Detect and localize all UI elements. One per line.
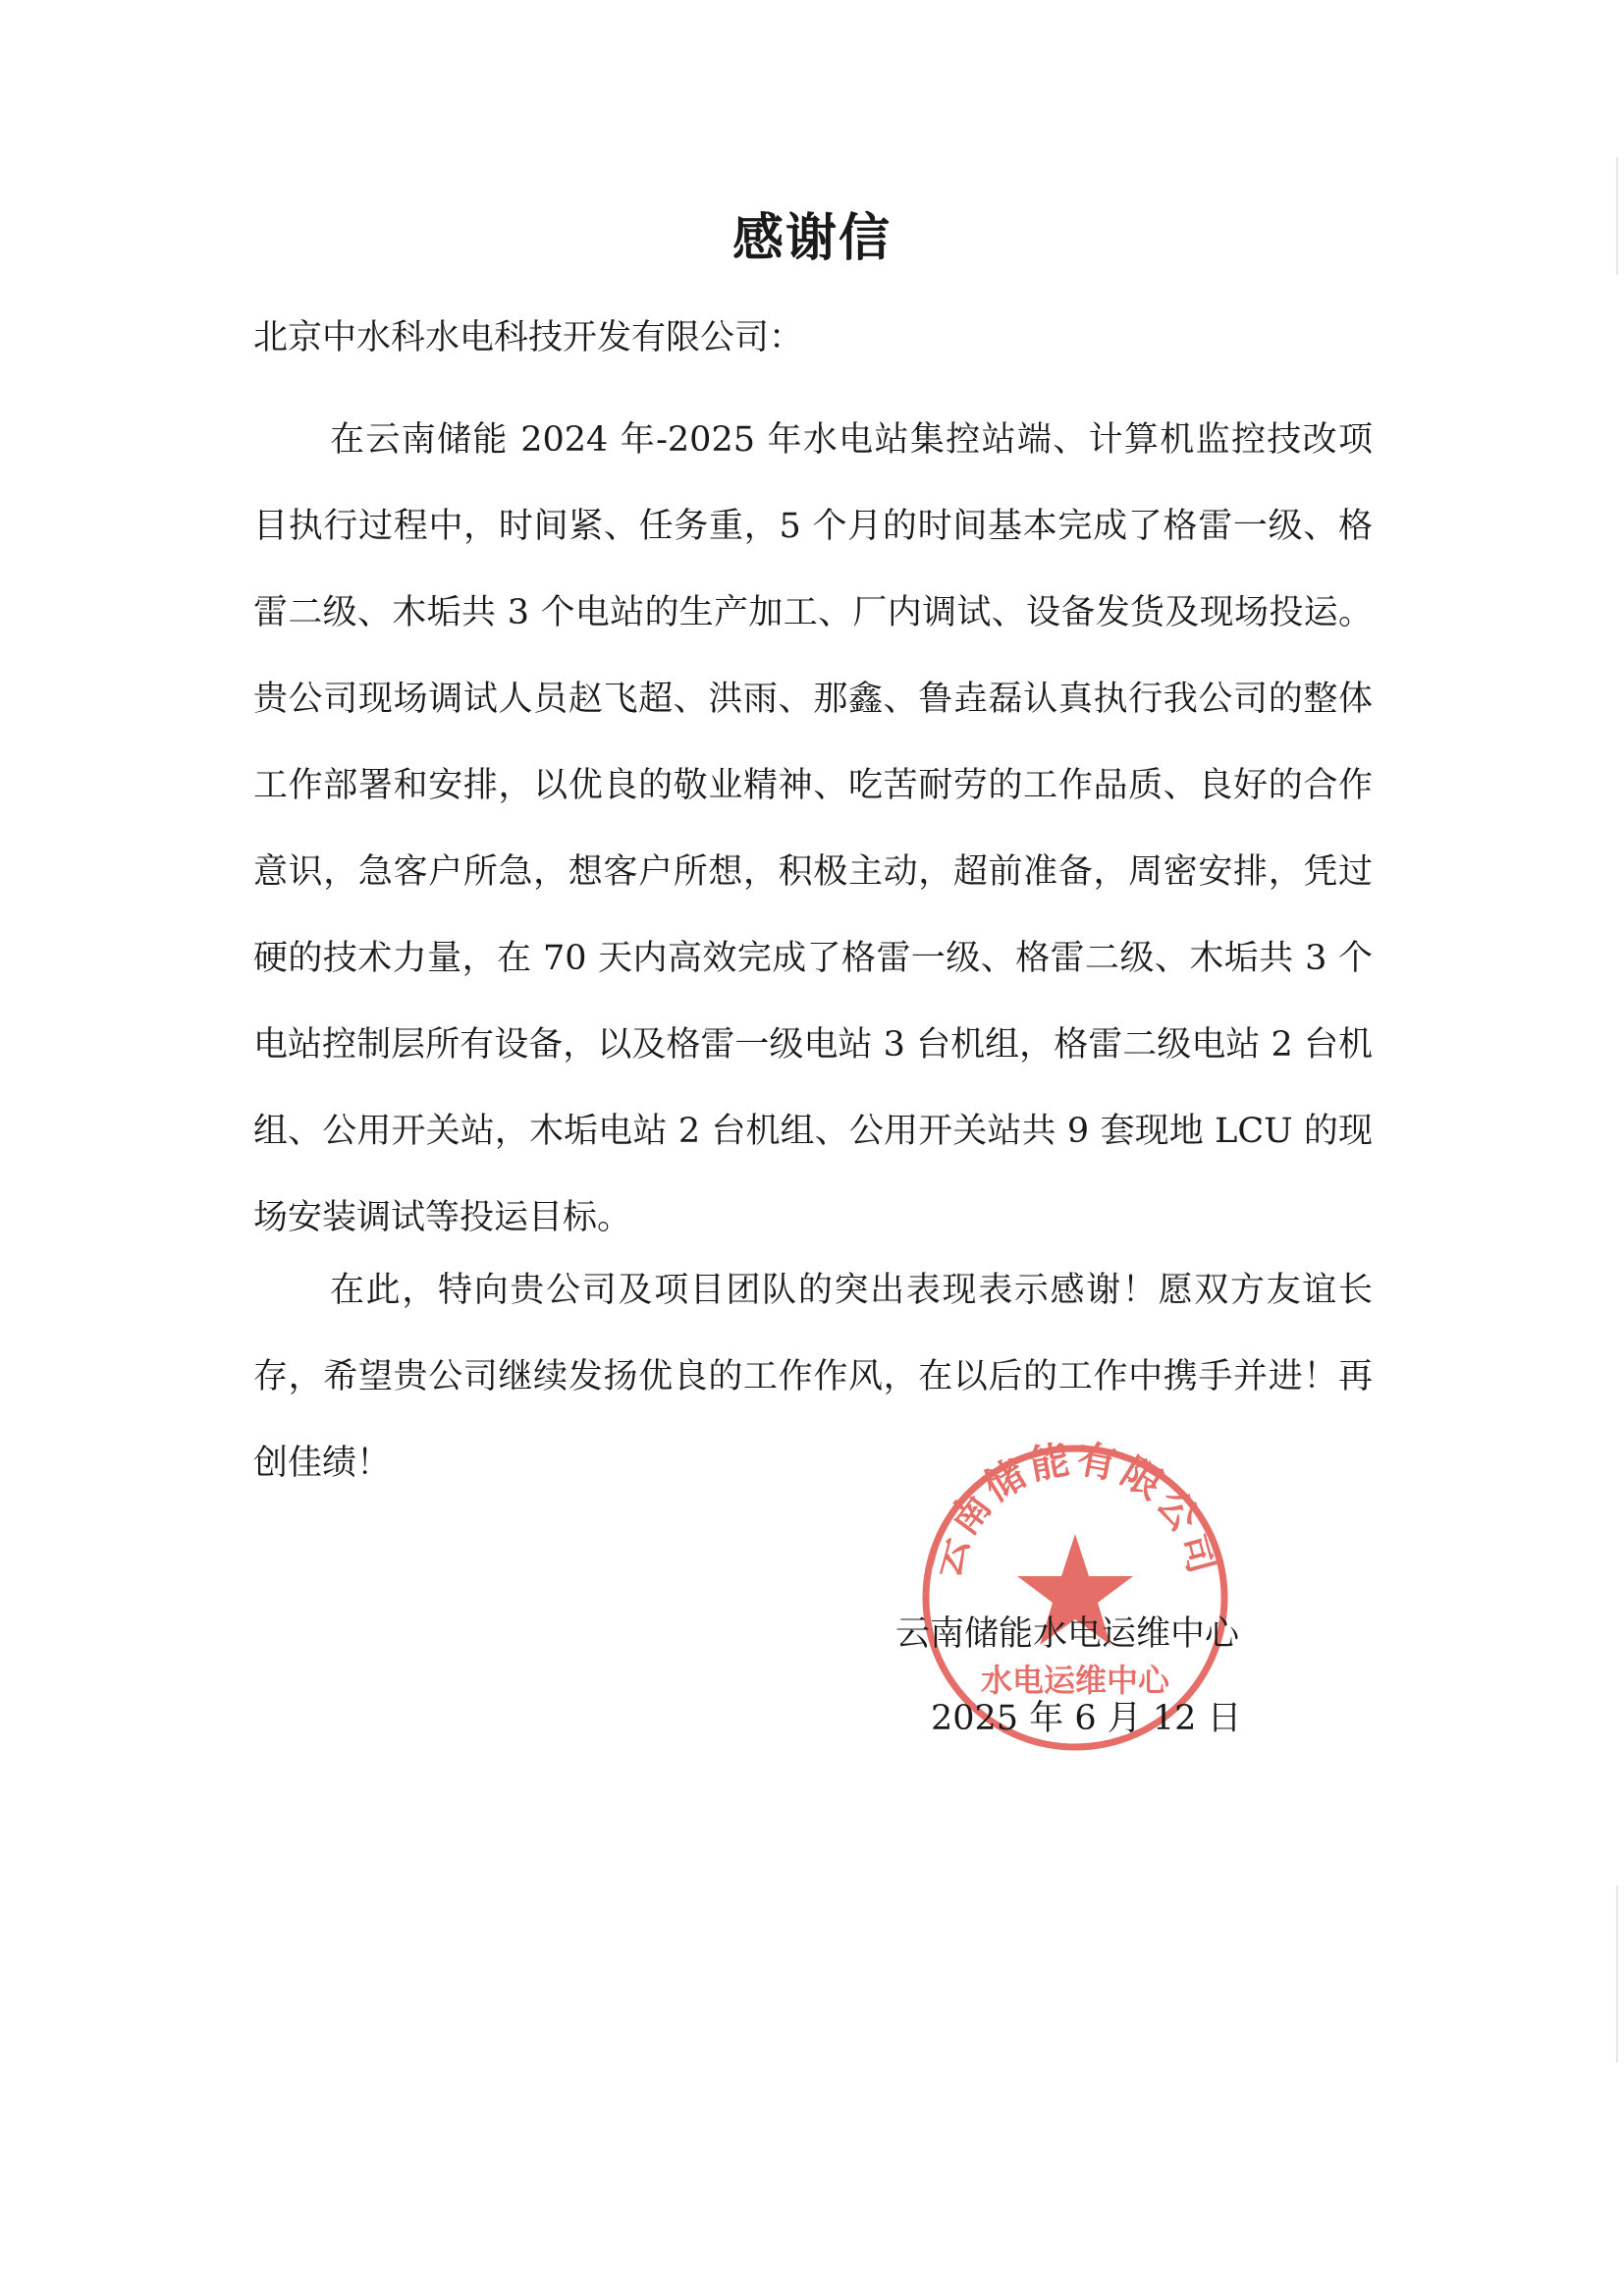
letter-title: 感谢信 [731, 209, 892, 268]
letter-paragraph-2: 在此，特向贵公司及项目团队的突出表现表示感谢！愿双方友谊长存，希望贵公司继续发扬优良的工作作风，在以后的工作中携手并进！再创佳绩！ [253, 1271, 1373, 1483]
letter-salutation: 北京中水科水电科技开发有限公司： [253, 318, 804, 357]
letter-paragraph-1: 在云南储能 2024 年-2025 年水电站集控站端、计算机监控技改项目执行过程中，时间紧、任务重，5 个月的时间基本完成了格雷一级、格雷二级、木垢共 3 个电站的生产加工、厂内调试、设备发货及现场投运。贵公司现场调试人员赵飞超、洪雨、那鑫、鲁垚磊认真执行我公司的整体工作部署和安排，以优良的敬业精神、吃苦耐劳的工作品质、良好的合作意识，急客户所急，想客户所想，积极主动，超前准备，周密安排，凭过硬的技术力量，在 70 天内高效完成了格雷一级、格雷二级、木垢共 3 个电站控制层所有设备，以及格雷一级电站 3 台机组，格雷二级电站 2 台机组、公用开关站，木垢电站 2 台机组、公用开关站共 9 套现地 LCU 的现场安装调试等投运目标。 [253, 420, 1373, 1237]
scan-edge-mark [1616, 1886, 1618, 2062]
seal-department-text: 水电运维中心 [980, 1662, 1170, 1699]
scan-edge-mark [1616, 157, 1618, 275]
signature-date: 2025 年 6 月 12 日 [931, 1699, 1242, 1738]
seal-ring-text: 云南储能有限公司 [923, 1436, 1227, 1583]
signature-organization: 云南储能水电运维中心 [895, 1614, 1240, 1654]
